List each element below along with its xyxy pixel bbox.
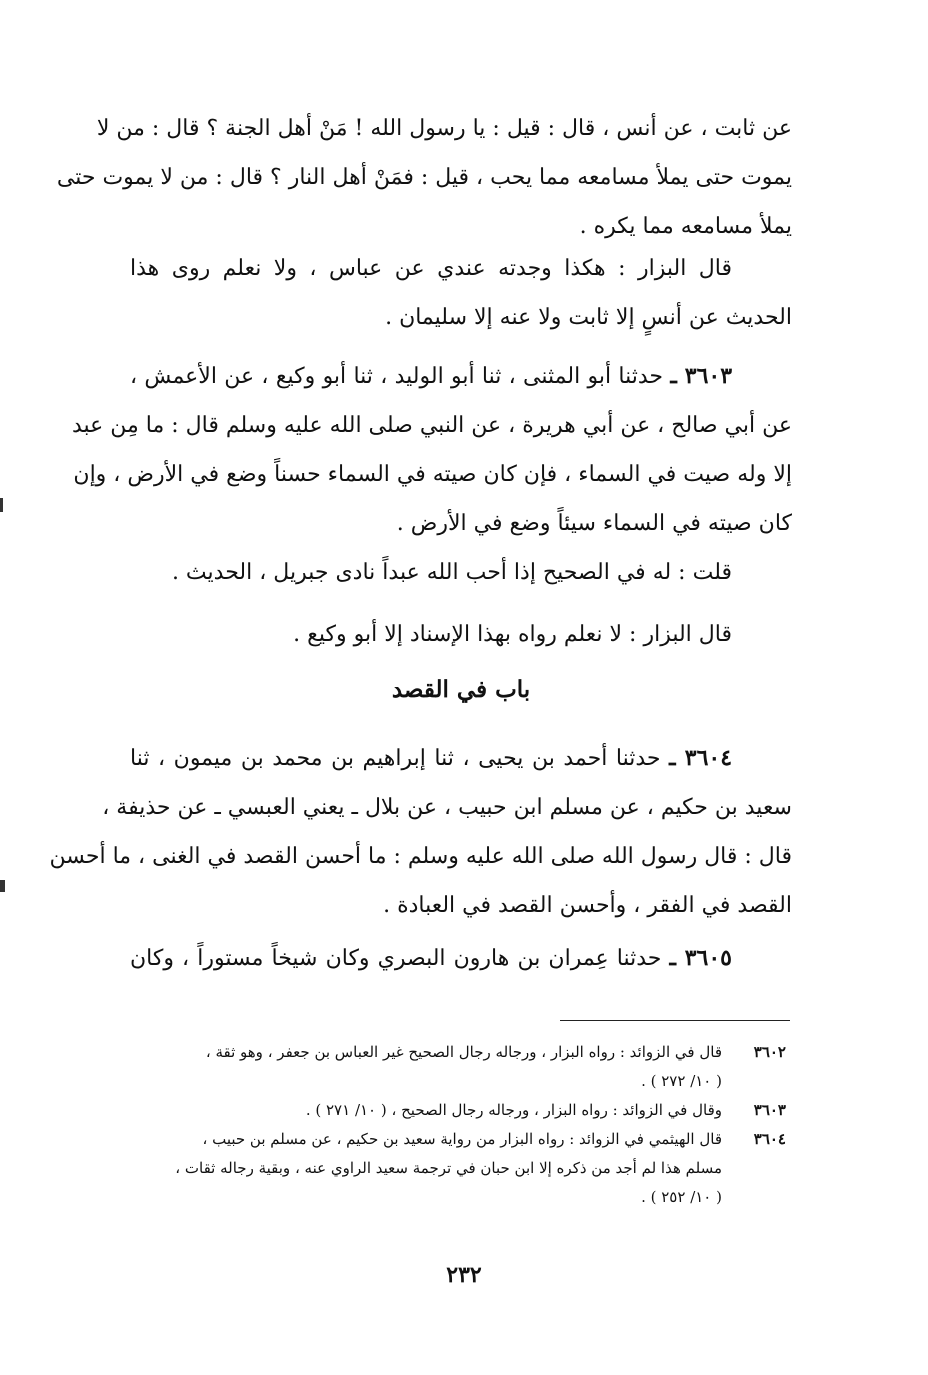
text-line: قال : قال رسول الله صلى الله عليه وسلم : ما أحسن القصد في الغنى ، ما أحسن [49, 844, 792, 869]
text-segment: حدثنا عِمران بن هارون البصري وكان شيخاً مستوراً ، وكان [130, 946, 662, 971]
footnote-text [130, 1038, 722, 1096]
paragraph-bazzar-comment-2 [130, 610, 792, 659]
text-segment: حدثنا أبو المثنى ، ثنا أبو الوليد ، ثنا أبو وكيع ، عن الأعمش ، [130, 364, 664, 389]
footnote-separator [560, 1020, 790, 1021]
footnote-line: مسلم هذا لم أجد من ذكره إلا ابن حبان في ترجمة سعيد الراوي عنه ، وبقية رجاله ثقات ، [175, 1159, 722, 1177]
page-number: ٢٣٢ [446, 1262, 482, 1288]
footnote-number: ٣٦٠٣ [753, 1101, 786, 1119]
text-line [130, 352, 792, 401]
hadith-number: ٣٦٠٣ ـ [670, 363, 733, 389]
text-line: عن ثابت ، عن أنس ، قال : قيل : يا رسول الله ! مَنْ أهل الجنة ؟ قال : من لا [96, 116, 792, 141]
section-heading: باب في القصد [391, 676, 531, 703]
text-line: قال البزار : لا نعلم رواه بهذا الإسناد إلا أبو وكيع . [293, 622, 732, 647]
paragraph-hadith-3603 [71, 352, 792, 548]
hadith-number: ٣٦٠٤ ـ [669, 745, 733, 771]
text-line: القصد في الفقر ، وأحسن القصد في العبادة . [383, 893, 792, 918]
hadith-number: ٣٦٠٥ ـ [669, 945, 732, 971]
text-line: قلت : له في الصحيح إذا أحب الله عبداً نادى جبريل ، الحديث . [171, 560, 732, 585]
footnote-3604 [130, 1125, 792, 1212]
text-line [130, 734, 792, 783]
text-line: سعيد بن حكيم ، عن مسلم ابن حبيب ، عن بلال ـ يعني العبسي ـ عن حذيفة ، [102, 795, 792, 820]
footnote-3603 [130, 1096, 792, 1125]
paragraph-hadith-3604 [49, 734, 792, 930]
footnotes [130, 1038, 792, 1212]
text-line: قال البزار : هكذا وجدته عندي عن عباس ، ولا نعلم روى هذا [130, 256, 732, 281]
scan-mark [0, 498, 3, 512]
footnote-line: ( ١٠/ ٢٧٢ ) . [641, 1072, 722, 1090]
footnote-line: قال في الزوائد : رواه البزار ، ورجاله رجال الصحيح غير العباس بن جعفر ، وهو ثقة ، [205, 1043, 722, 1061]
footnote-line: ( ١٠/ ٢٥٢ ) . [641, 1188, 722, 1206]
footnote-number: ٣٦٠٤ [753, 1130, 786, 1148]
text-line: الحديث عن أنسٍ إلا ثابت ولا عنه إلا سليمان . [385, 305, 792, 330]
text-segment: حدثنا أحمد بن يحيى ، ثنا إبراهيم بن محمد بن ميمون ، ثنا [130, 746, 661, 771]
paragraph-hadith-3605 [130, 934, 792, 983]
scan-mark [0, 880, 5, 892]
text-line: إلا وله صيت في السماء ، فإن كان صيته في السماء حسناً وضع في الأرض ، وإن [73, 462, 792, 487]
footnote-text [130, 1096, 722, 1125]
footnote-number: ٣٦٠٢ [753, 1043, 786, 1061]
footnote-text [130, 1125, 722, 1212]
paragraph-qultu [130, 548, 792, 597]
paragraph-bazzar-comment-1 [130, 244, 792, 342]
paragraph-hadith-3602-end [56, 104, 792, 251]
text-line: يموت حتى يملأ مسامعه مما يحب ، قيل : فمَنْ أهل النار ؟ قال : من لا يموت حتى [56, 165, 792, 190]
footnote-line: قال الهيثمي في الزوائد : رواه البزار من رواية سعيد بن حكيم ، عن مسلم بن حبيب ، [202, 1130, 722, 1148]
text-line: عن أبي صالح ، عن أبي هريرة ، عن النبي صلى الله عليه وسلم قال : ما مِن عبد [71, 413, 792, 438]
text-line: يملأ مسامعه مما يكره . [579, 214, 792, 239]
footnote-line: وقال في الزوائد : رواه البزار ، ورجاله رجال الصحيح ، ( ١٠/ ٢٧١ ) . [305, 1101, 722, 1119]
footnote-3602 [130, 1038, 792, 1096]
text-line: كان صيته في السماء سيئاً وضع في الأرض . [396, 511, 792, 536]
text-line [130, 934, 792, 983]
